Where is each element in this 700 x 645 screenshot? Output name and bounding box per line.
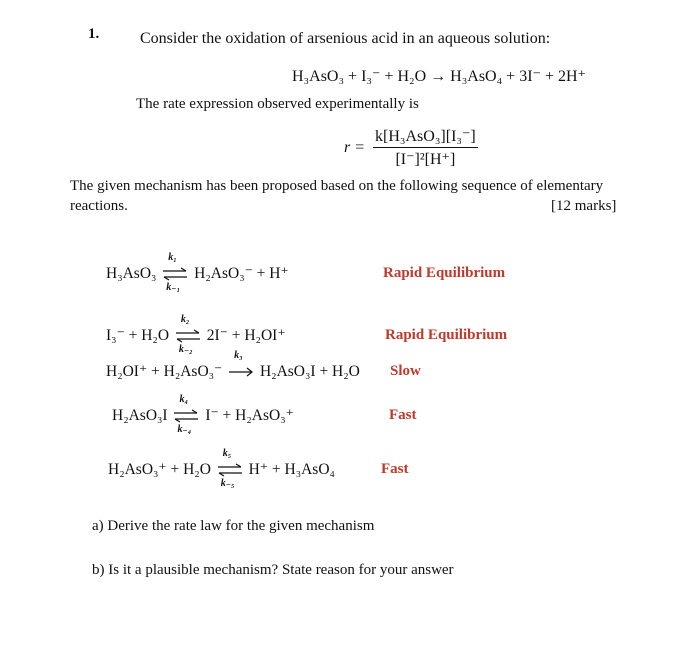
step-rhs: I⁻ + H₂AsO₃⁺ [205,407,294,424]
step-5-label: Fast [381,461,409,477]
k-reverse: k₋₂ [178,344,193,356]
step-rhs: H₂AsO₃⁻ + H⁺ [194,265,289,282]
mechanism-step-5 [108,448,335,490]
step-4-label: Fast [389,407,417,423]
mechanism-step-4 [112,394,294,436]
subquestion-b: b) Is it a plausible mechanism? State reason for your answer [92,562,454,578]
marks: [12 marks] [551,198,617,214]
mechanism-step-1 [106,252,289,294]
rate-lhs: r = [344,138,366,156]
step-lhs: H₂AsO₃⁺ + H₂O [108,461,211,478]
step-1-label: Rapid Equilibrium [383,265,506,281]
subquestion-a: a) Derive the rate law for the given mechanism [92,518,375,534]
k-forward: k₁ [168,252,177,264]
k-reverse: k₋₅ [220,478,235,490]
k-forward: k₄ [179,394,188,406]
step-lhs: I₃⁻ + H₂O [106,327,170,344]
equilibrium-arrow-icon [162,252,188,294]
step-lhs: H₂AsO₃I [112,407,168,424]
forward-arrow-icon [228,350,254,379]
step-lhs: H₂OI⁺ + H₂AsO₃⁻ [106,363,223,380]
step-2-label: Rapid Equilibrium [385,327,508,343]
step-lhs: H₃AsO₃ [106,265,157,282]
k-reverse: k₋₄ [177,424,192,436]
k-forward: k₃ [234,350,243,362]
equilibrium-arrow-icon [173,394,199,436]
overall-reaction: H₃AsO₃ + I₃⁻ + H₂O → H₃AsO₄ + 3I⁻ + 2H⁺ [292,68,586,85]
k-forward: k₂ [180,314,190,326]
question-intro: Consider the oxidation of arsenious acid in an aqueous solution: [140,30,551,47]
rate-numerator: k[H₃AsO₃][I₃⁻] [373,126,478,148]
step-rhs: H₂AsO₃I + H₂O [259,363,360,380]
question-number: 1. [88,26,100,42]
mechanism-text-line2: reactions. [70,198,128,214]
rate-denominator: [I⁻]²[H⁺] [395,151,456,168]
equilibrium-arrow-icon [217,448,243,490]
equilibrium-arrow-icon [175,314,201,356]
rate-expression [344,126,478,169]
k-forward: k₅ [222,448,232,460]
step-rhs: H⁺ + H₃AsO₄ [248,461,335,478]
rate-intro: The rate expression observed experimentally is [136,96,419,112]
rate-fraction [373,126,478,169]
k-reverse: k₋₁ [166,282,181,294]
mechanism-text-line1: The given mechanism has been proposed based on the following sequence of elementary [70,178,604,194]
step-rhs: 2I⁻ + H₂OI⁺ [206,327,286,344]
step-3-label: Slow [390,363,421,379]
